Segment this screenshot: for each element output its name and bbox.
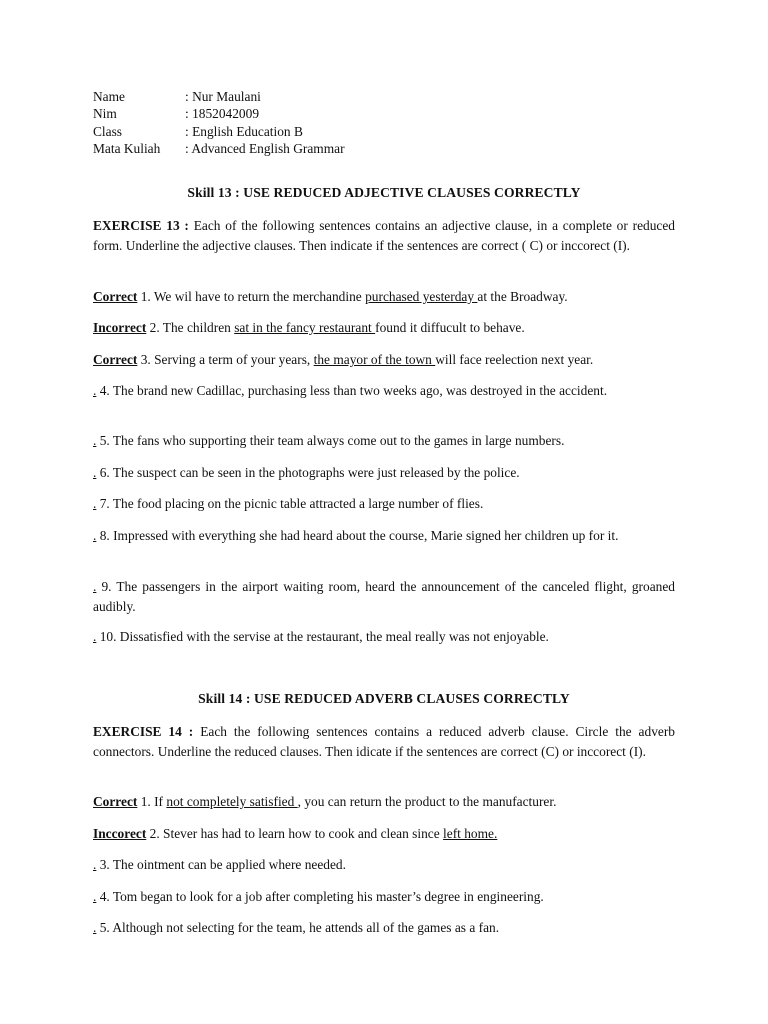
- answer-mark: .: [93, 383, 97, 398]
- sentence-13-1: [93, 287, 675, 307]
- sentence-14-2: [93, 824, 675, 844]
- exercise14-label: EXERCISE 14 :: [93, 724, 194, 739]
- exercise13-instructions: [93, 216, 675, 255]
- underlined-clause: sat in the fancy restaurant: [234, 320, 376, 335]
- underlined-clause: purchased yesterday: [365, 289, 478, 304]
- sentence-14-5: [93, 918, 675, 938]
- info-row-course: [93, 140, 345, 157]
- sentence-13-2: [93, 318, 675, 338]
- sentence-text: 4. Tom began to look for a job after completing his master’s degree in engineering.: [96, 889, 544, 904]
- sentence-13-4: [93, 381, 675, 401]
- sentence-13-6: [93, 463, 675, 483]
- answer-mark: Incorrect: [93, 320, 147, 335]
- info-label: Name: [93, 89, 125, 104]
- answer-mark: .: [93, 433, 97, 448]
- answer-mark: .: [93, 920, 97, 935]
- answer-mark: .: [93, 496, 97, 511]
- sentence-14-1: [93, 792, 675, 812]
- sentence-text: 8. Impressed with everything she had heard about the course, Marie signed her children up for it.: [96, 528, 619, 543]
- info-value: : Advanced English Grammar: [185, 140, 345, 156]
- info-label: Nim: [93, 106, 117, 122]
- info-label: Class: [93, 123, 123, 139]
- sentence-text: , you can return the product to the manufacturer.: [297, 794, 557, 809]
- underlined-clause: not completely satisfied: [166, 794, 298, 809]
- answer-mark: .: [93, 857, 97, 872]
- skill13-title: Skill 13 : USE REDUCED ADJECTIVE CLAUSES CORRECTLY: [187, 185, 581, 200]
- sentence-13-8: [93, 526, 675, 546]
- answer-mark: .: [93, 629, 97, 644]
- sentence-13-10: [93, 627, 675, 647]
- sentence-text: 7. The food placing on the picnic table attracted a large number of flies.: [96, 496, 484, 511]
- sentence-text: at the Broadway.: [477, 289, 568, 304]
- sentence-text: 2. The children: [146, 320, 235, 335]
- skill14-title: Skill 14 : USE REDUCED ADVERB CLAUSES CORRECTLY: [198, 691, 570, 706]
- sentence-14-3: [93, 855, 675, 875]
- sentence-13-3: [93, 350, 675, 370]
- sentence-text: 1. We wil have to return the merchandine: [137, 289, 366, 304]
- sentence-text: 2. Stever has had to learn how to cook and clean since: [146, 826, 444, 841]
- answer-mark: Correct: [93, 289, 138, 304]
- sentence-text: 10. Dissatisfied with the servise at the restaurant, the meal really was not enjoyable.: [96, 629, 549, 644]
- sentence-13-7: [93, 494, 675, 514]
- answer-mark: Correct: [93, 352, 138, 367]
- sentence-text: 6. The suspect can be seen in the photographs were just released by the police.: [96, 465, 520, 480]
- answer-mark: Inccorect: [93, 826, 147, 841]
- exercise13-text: Each of the following sentences contains an adjective clause, in a complete or reduced form. Underline the adjective clauses. Then indicate if the sentences are correct ( C) or inccorect (I).: [93, 218, 675, 253]
- sentence-14-4: [93, 887, 675, 907]
- answer-mark: .: [93, 889, 97, 904]
- underlined-clause: left home.: [443, 826, 498, 841]
- student-info: [93, 88, 345, 157]
- info-value: : English Education B: [185, 123, 303, 139]
- sentence-text: 9. The passengers in the airport waiting room, heard the announcement of the canceled flight, groaned audibly.: [93, 579, 675, 614]
- exercise13-label: EXERCISE 13 :: [93, 218, 189, 233]
- sentence-text: 1. If: [137, 794, 167, 809]
- sentence-text: 3. Serving a term of your years,: [137, 352, 314, 367]
- info-row-nim: [93, 105, 345, 122]
- info-value: : Nur Maulani: [185, 89, 261, 104]
- sentence-13-5: [93, 431, 675, 451]
- sentence-13-9: [93, 577, 675, 616]
- sentence-text: found it diffucult to behave.: [375, 320, 525, 335]
- exercise14-text: Each the following sentences contains a reduced adverb clause. Circle the adverb connectors. Underline the reduced clauses. Then idicate if the sentences are correct (C) or inccorect (I).: [93, 724, 675, 759]
- sentence-text: will face reelection next year.: [435, 352, 594, 367]
- sentence-text: 5. The fans who supporting their team always come out to the games in large numbers.: [96, 433, 565, 448]
- sentence-text: 5. Although not selecting for the team, he attends all of the games as a fan.: [96, 920, 500, 935]
- exercise14-instructions: [93, 722, 675, 761]
- answer-mark: .: [93, 528, 97, 543]
- answer-mark: Correct: [93, 794, 138, 809]
- sentence-text: 3. The ointment can be applied where needed.: [96, 857, 346, 872]
- info-value: : 1852042009: [185, 106, 260, 122]
- answer-mark: .: [93, 579, 97, 594]
- underlined-clause: the mayor of the town: [313, 352, 436, 367]
- answer-mark: .: [93, 465, 97, 480]
- info-row-name: [93, 88, 345, 105]
- sentence-text: 4. The brand new Cadillac, purchasing less than two weeks ago, was destroyed in the accident.: [96, 383, 608, 398]
- info-label: Mata Kuliah: [93, 140, 161, 156]
- info-row-class: [93, 123, 345, 140]
